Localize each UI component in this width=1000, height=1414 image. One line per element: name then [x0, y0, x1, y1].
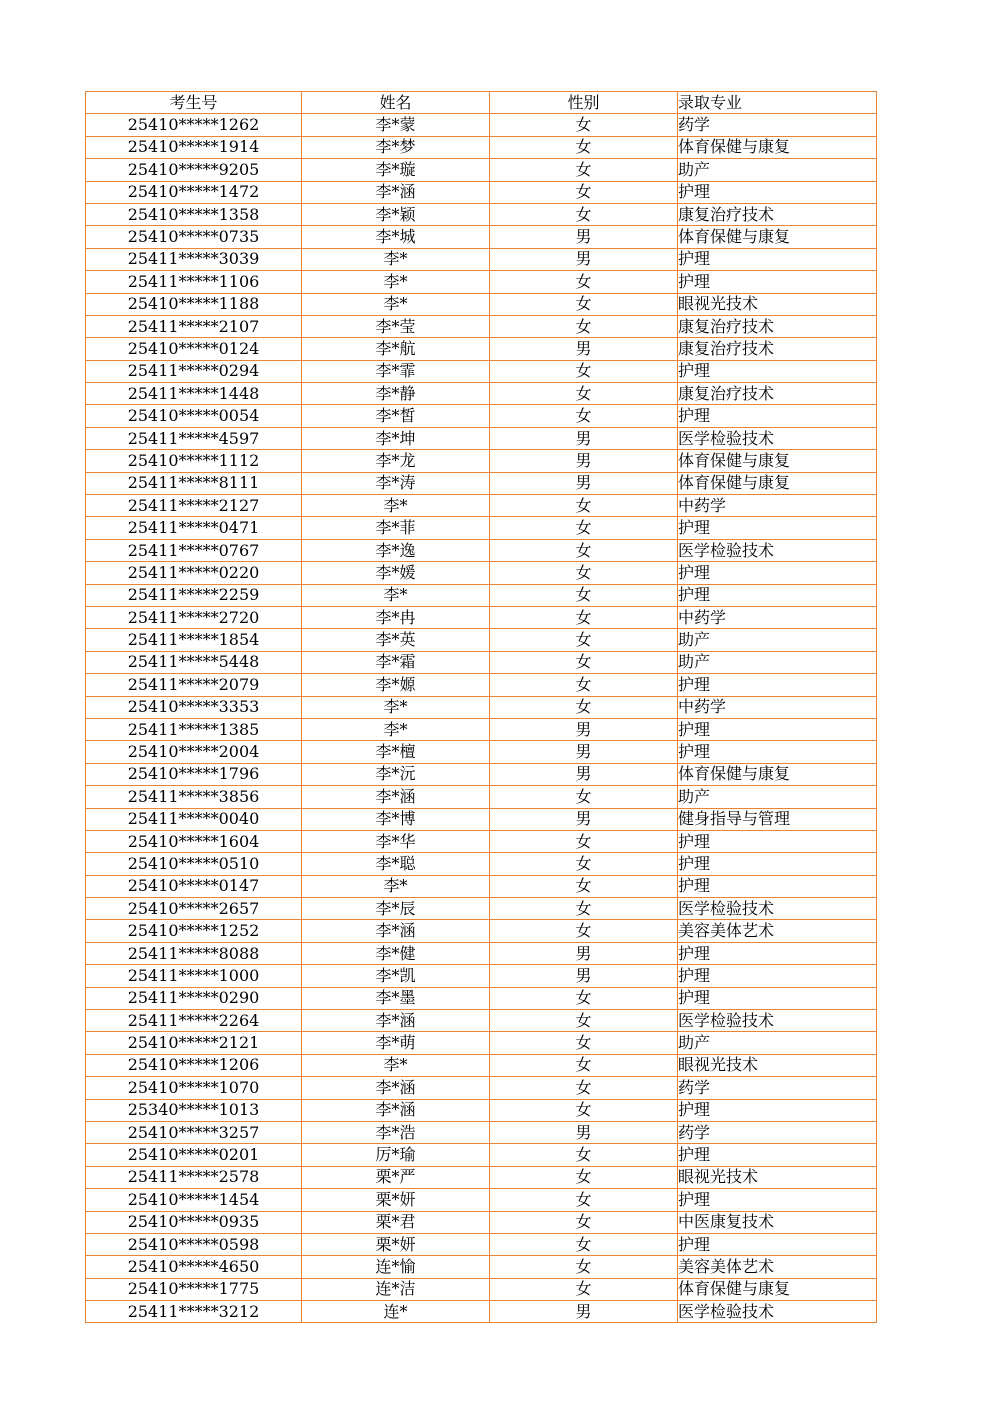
cell-exam-id: 25410*****1604 — [86, 830, 302, 852]
table-row — [86, 293, 877, 315]
table-row — [86, 517, 877, 539]
cell-name: 李*涵 — [302, 1077, 490, 1099]
cell-gender: 女 — [490, 1278, 678, 1300]
cell-gender: 女 — [490, 1144, 678, 1166]
cell-name: 李*航 — [302, 338, 490, 360]
cell-exam-id: 25410*****3257 — [86, 1121, 302, 1143]
cell-name: 李* — [302, 248, 490, 270]
cell-name: 李*逸 — [302, 539, 490, 561]
table-row — [86, 942, 877, 964]
cell-exam-id: 25411*****3856 — [86, 786, 302, 808]
cell-exam-id: 25411*****0471 — [86, 517, 302, 539]
table-row — [86, 606, 877, 628]
cell-gender: 女 — [490, 517, 678, 539]
cell-exam-id: 25410*****3353 — [86, 696, 302, 718]
cell-name: 李*冉 — [302, 606, 490, 628]
table-row — [86, 159, 877, 181]
cell-exam-id: 25411*****1000 — [86, 965, 302, 987]
admission-table — [85, 91, 877, 1323]
cell-exam-id: 25410*****4650 — [86, 1256, 302, 1278]
cell-major: 护理 — [678, 181, 877, 203]
table-row — [86, 987, 877, 1009]
cell-major: 医学检验技术 — [678, 427, 877, 449]
table-row — [86, 1144, 877, 1166]
cell-name: 李*静 — [302, 383, 490, 405]
cell-name: 李* — [302, 293, 490, 315]
cell-exam-id: 25410*****2004 — [86, 741, 302, 763]
cell-name: 李*璇 — [302, 159, 490, 181]
header-exam-id: 考生号 — [86, 92, 302, 114]
cell-gender: 男 — [490, 965, 678, 987]
cell-name: 李*华 — [302, 830, 490, 852]
cell-major: 护理 — [678, 1189, 877, 1211]
cell-major: 体育保健与康复 — [678, 136, 877, 158]
cell-exam-id: 25410*****1914 — [86, 136, 302, 158]
table-row — [86, 965, 877, 987]
cell-major: 护理 — [678, 987, 877, 1009]
cell-gender: 女 — [490, 495, 678, 517]
cell-name: 李*檀 — [302, 741, 490, 763]
cell-exam-id: 25410*****1252 — [86, 920, 302, 942]
header-gender: 性别 — [490, 92, 678, 114]
cell-exam-id: 25410*****2121 — [86, 1032, 302, 1054]
cell-major: 护理 — [678, 875, 877, 897]
cell-major: 药学 — [678, 1121, 877, 1143]
cell-name: 李*涵 — [302, 920, 490, 942]
cell-exam-id: 25411*****5448 — [86, 651, 302, 673]
cell-gender: 女 — [490, 1077, 678, 1099]
cell-major: 眼视光技术 — [678, 293, 877, 315]
table-row — [86, 651, 877, 673]
cell-major: 护理 — [678, 965, 877, 987]
cell-major: 护理 — [678, 853, 877, 875]
cell-name: 厉*瑜 — [302, 1144, 490, 1166]
cell-major: 中医康复技术 — [678, 1211, 877, 1233]
cell-exam-id: 25410*****0598 — [86, 1233, 302, 1255]
cell-name: 李* — [302, 875, 490, 897]
cell-name: 李*涵 — [302, 181, 490, 203]
cell-major: 护理 — [678, 674, 877, 696]
cell-gender: 男 — [490, 1301, 678, 1323]
cell-exam-id: 25411*****2107 — [86, 315, 302, 337]
cell-major: 助产 — [678, 1032, 877, 1054]
table-row — [86, 830, 877, 852]
cell-major: 体育保健与康复 — [678, 226, 877, 248]
cell-name: 李*龙 — [302, 450, 490, 472]
cell-major: 护理 — [678, 584, 877, 606]
table-row — [86, 898, 877, 920]
cell-major: 眼视光技术 — [678, 1166, 877, 1188]
cell-name: 李*涵 — [302, 786, 490, 808]
cell-gender: 女 — [490, 1032, 678, 1054]
table-row — [86, 1301, 877, 1323]
cell-exam-id: 25410*****0201 — [86, 1144, 302, 1166]
cell-gender: 男 — [490, 942, 678, 964]
table-row — [86, 1121, 877, 1143]
cell-name: 栗*妍 — [302, 1233, 490, 1255]
table-row — [86, 584, 877, 606]
cell-exam-id: 25411*****2720 — [86, 606, 302, 628]
table-row — [86, 114, 877, 136]
cell-name: 连*愉 — [302, 1256, 490, 1278]
cell-exam-id: 25411*****8111 — [86, 472, 302, 494]
cell-gender: 男 — [490, 226, 678, 248]
cell-major: 助产 — [678, 159, 877, 181]
table-row — [86, 1054, 877, 1076]
cell-exam-id: 25410*****1262 — [86, 114, 302, 136]
cell-major: 护理 — [678, 830, 877, 852]
cell-name: 李*菲 — [302, 517, 490, 539]
cell-gender: 男 — [490, 472, 678, 494]
cell-name: 栗*严 — [302, 1166, 490, 1188]
cell-name: 李*萌 — [302, 1032, 490, 1054]
cell-major: 医学检验技术 — [678, 898, 877, 920]
table-row — [86, 226, 877, 248]
cell-exam-id: 25411*****4597 — [86, 427, 302, 449]
cell-major: 体育保健与康复 — [678, 472, 877, 494]
cell-major: 护理 — [678, 517, 877, 539]
cell-name: 栗*君 — [302, 1211, 490, 1233]
cell-name: 李*霏 — [302, 360, 490, 382]
cell-name: 连* — [302, 1301, 490, 1323]
table-row — [86, 920, 877, 942]
cell-gender: 女 — [490, 1233, 678, 1255]
cell-major: 康复治疗技术 — [678, 203, 877, 225]
cell-gender: 男 — [490, 450, 678, 472]
cell-major: 助产 — [678, 786, 877, 808]
cell-name: 李*墨 — [302, 987, 490, 1009]
cell-exam-id: 25410*****1206 — [86, 1054, 302, 1076]
table-row — [86, 472, 877, 494]
cell-major: 体育保健与康复 — [678, 1278, 877, 1300]
cell-major: 护理 — [678, 271, 877, 293]
cell-name: 栗*妍 — [302, 1189, 490, 1211]
cell-gender: 女 — [490, 203, 678, 225]
cell-name: 李*聪 — [302, 853, 490, 875]
cell-gender: 女 — [490, 136, 678, 158]
table-row — [86, 360, 877, 382]
cell-gender: 女 — [490, 1010, 678, 1032]
table-row — [86, 338, 877, 360]
table-row — [86, 1166, 877, 1188]
cell-gender: 男 — [490, 427, 678, 449]
cell-gender: 女 — [490, 898, 678, 920]
cell-name: 李* — [302, 696, 490, 718]
table-row — [86, 1099, 877, 1121]
cell-gender: 男 — [490, 1121, 678, 1143]
cell-name: 李*浩 — [302, 1121, 490, 1143]
cell-major: 药学 — [678, 1077, 877, 1099]
cell-major: 美容美体艺术 — [678, 920, 877, 942]
cell-exam-id: 25410*****1188 — [86, 293, 302, 315]
table-row — [86, 450, 877, 472]
cell-exam-id: 25410*****0124 — [86, 338, 302, 360]
table-row — [86, 495, 877, 517]
cell-gender: 女 — [490, 1256, 678, 1278]
table-row — [86, 1233, 877, 1255]
cell-gender: 女 — [490, 293, 678, 315]
cell-exam-id: 25411*****2079 — [86, 674, 302, 696]
cell-exam-id: 25411*****1448 — [86, 383, 302, 405]
cell-name: 李*蒙 — [302, 114, 490, 136]
table-row — [86, 1211, 877, 1233]
cell-major: 中药学 — [678, 606, 877, 628]
cell-name: 李*皙 — [302, 405, 490, 427]
cell-exam-id: 25411*****2264 — [86, 1010, 302, 1032]
cell-gender: 女 — [490, 696, 678, 718]
table-row — [86, 271, 877, 293]
table-row — [86, 674, 877, 696]
table-row — [86, 136, 877, 158]
cell-major: 康复治疗技术 — [678, 315, 877, 337]
cell-exam-id: 25410*****0735 — [86, 226, 302, 248]
table-row — [86, 853, 877, 875]
cell-major: 护理 — [678, 942, 877, 964]
cell-gender: 女 — [490, 920, 678, 942]
cell-major: 药学 — [678, 114, 877, 136]
cell-gender: 男 — [490, 741, 678, 763]
cell-gender: 男 — [490, 718, 678, 740]
cell-name: 李*辰 — [302, 898, 490, 920]
table-row — [86, 427, 877, 449]
cell-gender: 女 — [490, 606, 678, 628]
cell-exam-id: 25411*****3212 — [86, 1301, 302, 1323]
cell-gender: 女 — [490, 830, 678, 852]
cell-name: 李*健 — [302, 942, 490, 964]
cell-major: 康复治疗技术 — [678, 383, 877, 405]
cell-major: 护理 — [678, 248, 877, 270]
cell-name: 李*霜 — [302, 651, 490, 673]
table-row — [86, 1256, 877, 1278]
table-row — [86, 741, 877, 763]
cell-exam-id: 25410*****0054 — [86, 405, 302, 427]
cell-gender: 女 — [490, 159, 678, 181]
table-row — [86, 562, 877, 584]
cell-major: 护理 — [678, 741, 877, 763]
cell-name: 李* — [302, 718, 490, 740]
cell-gender: 女 — [490, 181, 678, 203]
table-row — [86, 383, 877, 405]
cell-exam-id: 25411*****2127 — [86, 495, 302, 517]
cell-gender: 男 — [490, 338, 678, 360]
cell-major: 体育保健与康复 — [678, 450, 877, 472]
cell-gender: 女 — [490, 875, 678, 897]
cell-gender: 女 — [490, 1099, 678, 1121]
cell-major: 美容美体艺术 — [678, 1256, 877, 1278]
cell-major: 护理 — [678, 360, 877, 382]
table-row — [86, 718, 877, 740]
cell-gender: 女 — [490, 383, 678, 405]
table-row — [86, 1010, 877, 1032]
cell-exam-id: 25411*****0290 — [86, 987, 302, 1009]
cell-name: 连*洁 — [302, 1278, 490, 1300]
cell-gender: 男 — [490, 808, 678, 830]
cell-name: 李*坤 — [302, 427, 490, 449]
cell-gender: 女 — [490, 584, 678, 606]
table-row — [86, 875, 877, 897]
cell-major: 中药学 — [678, 495, 877, 517]
table-row — [86, 629, 877, 651]
cell-gender: 女 — [490, 1166, 678, 1188]
cell-gender: 女 — [490, 786, 678, 808]
cell-name: 李*梦 — [302, 136, 490, 158]
cell-exam-id: 25411*****1385 — [86, 718, 302, 740]
table-row — [86, 203, 877, 225]
cell-major: 中药学 — [678, 696, 877, 718]
cell-exam-id: 25411*****0294 — [86, 360, 302, 382]
table-row — [86, 315, 877, 337]
cell-name: 李*凯 — [302, 965, 490, 987]
cell-major: 护理 — [678, 562, 877, 584]
cell-gender: 女 — [490, 315, 678, 337]
cell-name: 李*英 — [302, 629, 490, 651]
cell-exam-id: 25411*****3039 — [86, 248, 302, 270]
cell-exam-id: 25410*****0935 — [86, 1211, 302, 1233]
cell-gender: 男 — [490, 248, 678, 270]
cell-exam-id: 25411*****0220 — [86, 562, 302, 584]
table-row — [86, 808, 877, 830]
cell-name: 李*媛 — [302, 562, 490, 584]
cell-major: 康复治疗技术 — [678, 338, 877, 360]
cell-exam-id: 25410*****0147 — [86, 875, 302, 897]
cell-gender: 女 — [490, 562, 678, 584]
cell-major: 医学检验技术 — [678, 1010, 877, 1032]
cell-exam-id: 25410*****1472 — [86, 181, 302, 203]
cell-name: 李* — [302, 584, 490, 606]
header-major: 录取专业 — [678, 92, 877, 114]
cell-gender: 女 — [490, 1211, 678, 1233]
cell-exam-id: 25340*****1013 — [86, 1099, 302, 1121]
cell-gender: 女 — [490, 1054, 678, 1076]
cell-exam-id: 25410*****0510 — [86, 853, 302, 875]
cell-gender: 女 — [490, 651, 678, 673]
table-row — [86, 1032, 877, 1054]
cell-name: 李*颖 — [302, 203, 490, 225]
cell-gender: 女 — [490, 405, 678, 427]
table-row — [86, 539, 877, 561]
cell-name: 李* — [302, 271, 490, 293]
cell-gender: 男 — [490, 763, 678, 785]
cell-name: 李*城 — [302, 226, 490, 248]
cell-gender: 女 — [490, 360, 678, 382]
header-name: 姓名 — [302, 92, 490, 114]
cell-major: 护理 — [678, 1233, 877, 1255]
cell-exam-id: 25411*****2578 — [86, 1166, 302, 1188]
cell-gender: 女 — [490, 271, 678, 293]
cell-gender: 女 — [490, 539, 678, 561]
cell-major: 医学检验技术 — [678, 539, 877, 561]
table-row — [86, 1077, 877, 1099]
cell-major: 助产 — [678, 629, 877, 651]
cell-exam-id: 25410*****1454 — [86, 1189, 302, 1211]
cell-major: 护理 — [678, 1144, 877, 1166]
cell-exam-id: 25410*****2657 — [86, 898, 302, 920]
cell-gender: 女 — [490, 987, 678, 1009]
cell-exam-id: 25410*****1358 — [86, 203, 302, 225]
cell-gender: 女 — [490, 853, 678, 875]
cell-name: 李* — [302, 495, 490, 517]
cell-name: 李*涵 — [302, 1010, 490, 1032]
cell-exam-id: 25410*****1112 — [86, 450, 302, 472]
cell-gender: 女 — [490, 1189, 678, 1211]
header-row — [86, 92, 877, 114]
cell-gender: 女 — [490, 674, 678, 696]
cell-name: 李*莹 — [302, 315, 490, 337]
cell-major: 医学检验技术 — [678, 1301, 877, 1323]
cell-exam-id: 25411*****2259 — [86, 584, 302, 606]
table-row — [86, 763, 877, 785]
cell-major: 眼视光技术 — [678, 1054, 877, 1076]
cell-exam-id: 25411*****0040 — [86, 808, 302, 830]
cell-major: 护理 — [678, 1099, 877, 1121]
cell-major: 体育保健与康复 — [678, 763, 877, 785]
cell-name: 李*沅 — [302, 763, 490, 785]
cell-major: 护理 — [678, 405, 877, 427]
cell-name: 李*博 — [302, 808, 490, 830]
cell-major: 健身指导与管理 — [678, 808, 877, 830]
cell-name: 李* — [302, 1054, 490, 1076]
cell-name: 李*涛 — [302, 472, 490, 494]
cell-exam-id: 25411*****1854 — [86, 629, 302, 651]
cell-gender: 女 — [490, 629, 678, 651]
table-row — [86, 786, 877, 808]
table-row — [86, 696, 877, 718]
cell-exam-id: 25410*****1070 — [86, 1077, 302, 1099]
cell-name: 李*嫄 — [302, 674, 490, 696]
table-row — [86, 405, 877, 427]
cell-major: 护理 — [678, 718, 877, 740]
table-row — [86, 1278, 877, 1300]
cell-exam-id: 25411*****0767 — [86, 539, 302, 561]
cell-exam-id: 25410*****9205 — [86, 159, 302, 181]
cell-exam-id: 25410*****1796 — [86, 763, 302, 785]
table-row — [86, 248, 877, 270]
cell-exam-id: 25411*****8088 — [86, 942, 302, 964]
cell-name: 李*涵 — [302, 1099, 490, 1121]
cell-exam-id: 25410*****1775 — [86, 1278, 302, 1300]
cell-exam-id: 25411*****1106 — [86, 271, 302, 293]
cell-gender: 女 — [490, 114, 678, 136]
table-row — [86, 181, 877, 203]
cell-major: 助产 — [678, 651, 877, 673]
table-row — [86, 1189, 877, 1211]
